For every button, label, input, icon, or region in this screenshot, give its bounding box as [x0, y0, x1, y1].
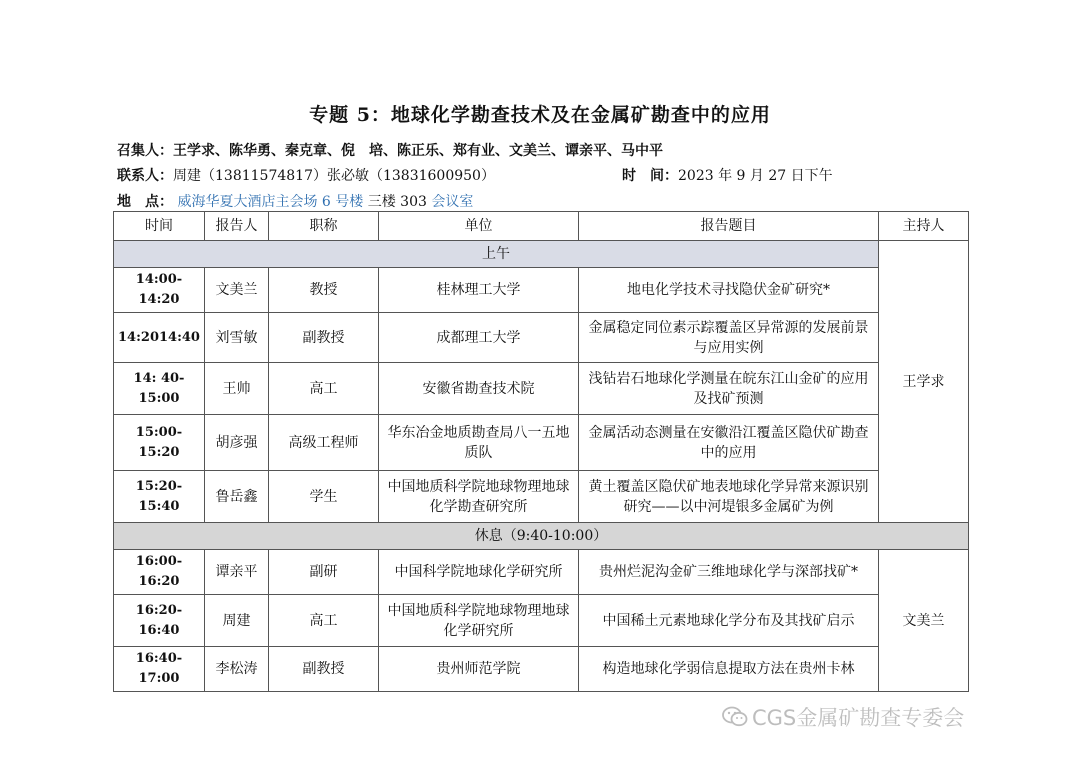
cell-rank: 副研	[269, 550, 379, 595]
header-topic: 报告题目	[579, 212, 879, 241]
session-row	[114, 241, 969, 268]
cell-topic: 中国稀土元素地球化学分布及其找矿启示	[579, 595, 879, 647]
cell-time: 16:20-16:40	[114, 595, 205, 647]
convener-names: 王学求、陈华勇、秦克章、倪 培、陈正乐、郑有业、文美兰、谭亲平、马中平	[173, 143, 663, 159]
break-label: 休息（9:40-10:00）	[114, 523, 969, 550]
cell-speaker: 刘雪敏	[205, 313, 269, 363]
contact-label: 联系人：	[117, 168, 173, 184]
header-time: 时间	[114, 212, 205, 241]
document-title: 专题 5：地球化学勘查技术及在金属矿勘查中的应用	[309, 104, 771, 126]
cell-speaker: 谭亲平	[205, 550, 269, 595]
cell-rank: 教授	[269, 268, 379, 313]
time-label: 时 间：	[622, 168, 678, 184]
cell-time: 14:00-14:20	[114, 268, 205, 313]
cell-speaker: 王帅	[205, 363, 269, 415]
cell-time: 16:40-17:00	[114, 647, 205, 692]
cell-unit: 华东冶金地质勘查局八一五地质队	[379, 415, 579, 471]
cell-rank: 高级工程师	[269, 415, 379, 471]
time-value: 2023 年 9 月 27 日下午	[678, 168, 833, 184]
session-label: 上午	[114, 241, 879, 268]
cell-unit: 贵州师范学院	[379, 647, 579, 692]
cell-time: 15:20-15:40	[114, 471, 205, 523]
host-cell: 文美兰	[879, 550, 969, 692]
header-rank: 职称	[269, 212, 379, 241]
cell-speaker: 周建	[205, 595, 269, 647]
host-cell: 王学求	[879, 241, 969, 523]
contact-line	[117, 165, 495, 185]
cell-topic: 浅钻岩石地球化学测量在皖东江山金矿的应用及找矿预测	[579, 363, 879, 415]
place-room: 三楼 303	[367, 194, 432, 210]
cell-time: 16:00-16:20	[114, 550, 205, 595]
wechat-icon	[722, 706, 748, 728]
watermark	[722, 702, 964, 732]
table-row	[114, 415, 969, 471]
cell-unit: 安徽省勘查技术院	[379, 363, 579, 415]
cell-rank: 副教授	[269, 647, 379, 692]
cell-rank: 副教授	[269, 313, 379, 363]
convener-label: 召集人：	[117, 143, 173, 159]
cell-topic: 地电化学技术寻找隐伏金矿研究*	[579, 268, 879, 313]
schedule-table	[113, 211, 969, 692]
cell-speaker: 胡彦强	[205, 415, 269, 471]
cell-topic: 黄土覆盖区隐伏矿地表地球化学异常来源识别研究——以中河堤银多金属矿为例	[579, 471, 879, 523]
place-venue: 威海华夏大酒店主会场 6 号楼	[177, 194, 364, 210]
table-row	[114, 363, 969, 415]
cell-time: 15:00-15:20	[114, 415, 205, 471]
watermark-text: CGS金属矿勘查专委会	[752, 706, 965, 730]
cell-speaker: 鲁岳鑫	[205, 471, 269, 523]
convener-line	[117, 140, 663, 160]
table-row	[114, 550, 969, 595]
header-host: 主持人	[879, 212, 969, 241]
cell-unit: 中国地质科学院地球物理地球化学勘查研究所	[379, 471, 579, 523]
cell-rank: 高工	[269, 595, 379, 647]
cell-time: 14: 40-15:00	[114, 363, 205, 415]
table-row	[114, 647, 969, 692]
cell-speaker: 李松涛	[205, 647, 269, 692]
cell-topic: 金属活动态测量在安徽沿江覆盖区隐伏矿勘查中的应用	[579, 415, 879, 471]
header-speaker: 报告人	[205, 212, 269, 241]
cell-unit: 中国地质科学院地球物理地球化学研究所	[379, 595, 579, 647]
cell-rank: 高工	[269, 363, 379, 415]
cell-rank: 学生	[269, 471, 379, 523]
table-header-row	[114, 212, 969, 241]
cell-unit: 成都理工大学	[379, 313, 579, 363]
place-label: 地 点：	[117, 194, 173, 210]
table-row	[114, 595, 969, 647]
break-row	[114, 523, 969, 550]
cell-topic: 金属稳定同位素示踪覆盖区异常源的发展前景与应用实例	[579, 313, 879, 363]
cell-time: 14:2014:40	[114, 313, 205, 363]
cell-unit: 桂林理工大学	[379, 268, 579, 313]
table-row	[114, 471, 969, 523]
header-unit: 单位	[379, 212, 579, 241]
place-room-type: 会议室	[431, 194, 474, 210]
table-row	[114, 313, 969, 363]
cell-topic: 贵州烂泥沟金矿三维地球化学与深部找矿*	[579, 550, 879, 595]
table-row	[114, 268, 969, 313]
cell-topic: 构造地球化学弱信息提取方法在贵州卡林	[579, 647, 879, 692]
time-line	[622, 165, 833, 185]
cell-speaker: 文美兰	[205, 268, 269, 313]
place-line	[117, 191, 473, 211]
contact-value: 周建（13811574817）张必敏（13831600950）	[173, 168, 495, 184]
cell-unit: 中国科学院地球化学研究所	[379, 550, 579, 595]
